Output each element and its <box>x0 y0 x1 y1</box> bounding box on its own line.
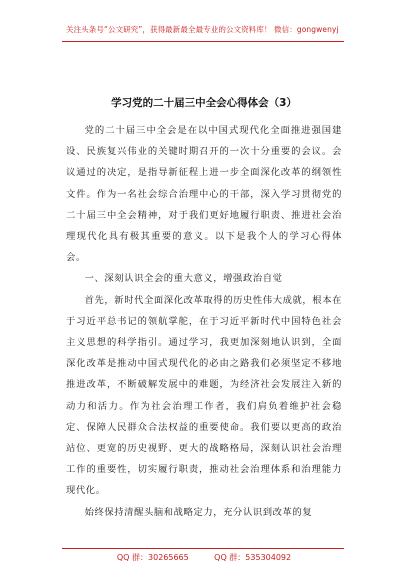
paragraph-continuation: 始终保持清醒头脑和战略定力，充分认识到改革的复 <box>84 506 313 518</box>
paragraph-first: 首先，新时代全面深化改革取得的历史性伟大成就，根本在于习近平总书记的领航掌舵，在于习近平新时代中国特色社会主义思想的科学指引。通过学习，我更加深刻地认识到，全面深化改革是推动中国式现代化的必由之路我们必须坚定不移地推进改革，不断破解发展中的难题，为经济社会发展注入新的动力和活力。作为社会治理工作者，我们肩负着维护社会稳定、保障人民群众合法权益的重要使命。我们要以更高的政治站位、更宽的历史视野、更大的战略格局，深刻认识社会治理工作的重要性，切实履行职责，推动社会治理体系和治理能力现代化。 <box>66 294 342 497</box>
document-title: 学习党的二十届三中全会心得体会（3） <box>111 97 297 109</box>
section-heading-1: 一、深刻认识全会的重大意义，增强政治自觉 <box>84 273 283 285</box>
header-promo-text: 关注头条号“公文研究”，获得最新最全最专业的公文资料库！ 微信：gongwenyj <box>66 25 339 34</box>
footer-divider <box>62 548 344 549</box>
paragraph-intro: 党的二十届三中全会是在以中国式现代化全面推进强国建设、民族复兴伟业的关键时期召开的一次十分重要的会议。会议通过的决定，是指导新征程上进一步全面深化改革的纲领性文件。作为一名社会综合治理中心的干部，深入学习贯彻党的二十届三中全会精神，对于我们更好地履行职责、推进社会治理现代化具有极其重要的意义。以下是我个人的学习心得体会。 <box>66 125 342 264</box>
header-divider <box>62 41 344 42</box>
document-body <box>66 120 342 523</box>
footer-qq-groups: QQ 群：30265665 QQ 群：535304092 <box>116 553 292 562</box>
